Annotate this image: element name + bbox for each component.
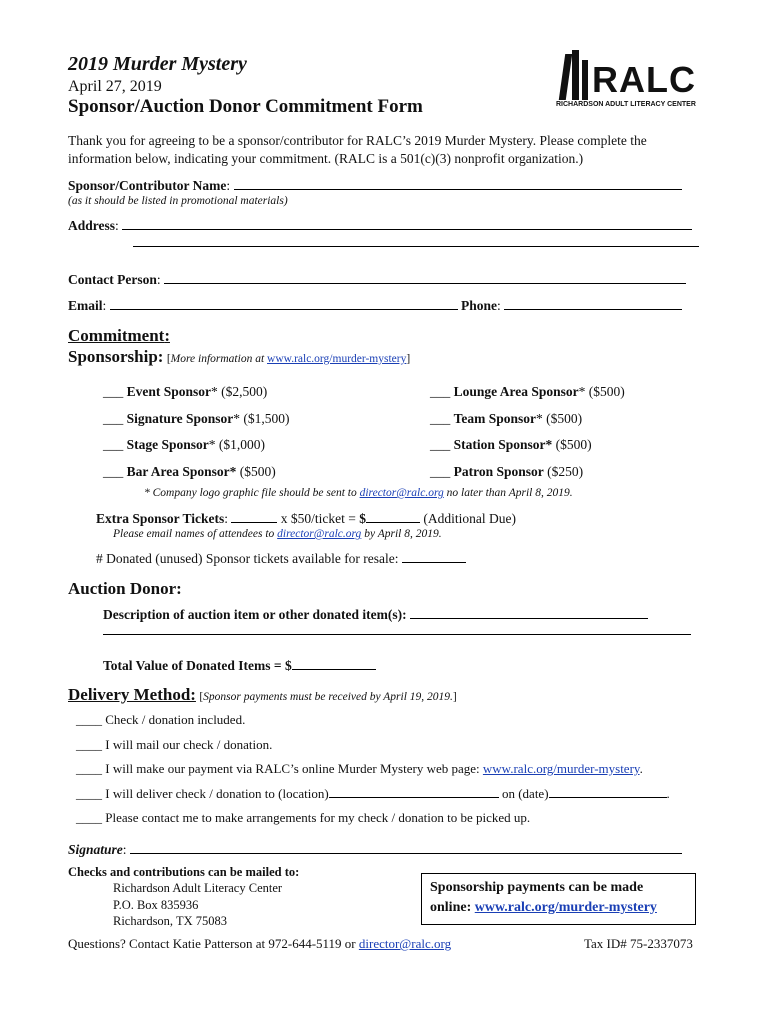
option-team-sponsor[interactable]: ___ Team Sponsor* ($500) xyxy=(430,410,583,426)
auction-description-field-2[interactable] xyxy=(103,634,691,635)
extra-tickets-row: Extra Sponsor Tickets: x $50/ticket = $ (Additional Due) xyxy=(96,511,517,526)
mail-address: Richardson Adult Literacy Center P.O. Box 835936 Richardson, TX 75083 xyxy=(113,881,283,928)
email-field[interactable] xyxy=(110,297,458,310)
more-info-link[interactable]: www.ralc.org/murder-mystery xyxy=(267,353,407,365)
address-field-1[interactable] xyxy=(122,217,692,230)
sponsor-name-field[interactable] xyxy=(234,177,682,190)
delivery-option-mail[interactable]: ____ I will mail our check / donation. xyxy=(76,736,273,752)
phone-field[interactable] xyxy=(504,297,682,310)
donated-tickets-row: # Donated (unused) Sponsor tickets available for resale: xyxy=(96,550,466,567)
option-patron-sponsor[interactable]: ___ Patron Sponsor ($250) xyxy=(430,463,584,479)
delivery-heading: Delivery Method: xyxy=(68,685,196,704)
total-value-label: Total Value of Donated Items = $ xyxy=(103,658,292,673)
option-signature-sponsor[interactable]: ___ Signature Sponsor* ($1,500) xyxy=(103,410,290,426)
delivery-option-check-included[interactable]: ____ Check / donation included. xyxy=(76,712,246,727)
commitment-heading: Commitment: xyxy=(68,326,170,345)
more-info-text: More information at xyxy=(170,353,265,365)
footer-questions: Questions? Contact Katie Patterson at 972-644-5119 or director@ralc.org xyxy=(68,936,452,951)
extra-tickets-note: Please email names of attendees to director@ralc.org by April 8, 2019. xyxy=(113,528,442,540)
auction-heading: Auction Donor: xyxy=(68,579,182,598)
email-label: Email xyxy=(68,298,103,313)
logo-note: * Company logo graphic file should be sent to director@ralc.org no later than April 8, 2019. xyxy=(144,487,573,499)
contact-label: Contact Person xyxy=(68,272,157,287)
delivery-option-pickup[interactable]: ____ Please contact me to make arrangements for my check / donation to be picked up. xyxy=(76,810,531,825)
signature-label: Signature xyxy=(68,842,123,857)
delivery-web-link[interactable]: www.ralc.org/murder-mystery xyxy=(482,761,640,776)
delivery-note: Sponsor payments must be received by April 19, 2019. xyxy=(203,691,453,703)
option-stage-sponsor[interactable]: ___ Stage Sponsor* ($1,000) xyxy=(103,437,266,452)
logo-note-email[interactable]: director@ralc.org xyxy=(359,487,444,499)
total-value-field[interactable] xyxy=(292,657,376,670)
sponsor-options-right xyxy=(430,379,625,485)
option-event-sponsor[interactable]: ___ Event Sponsor* ($2,500) xyxy=(103,384,268,399)
option-bar-area-sponsor[interactable]: ___ Bar Area Sponsor* ($500) xyxy=(103,463,276,479)
extra-tickets-label: Extra Sponsor Tickets xyxy=(96,511,225,526)
signature-field[interactable] xyxy=(130,841,682,854)
event-date: April 27, 2019 xyxy=(68,78,162,95)
donated-tickets-field[interactable] xyxy=(402,550,466,563)
logo-wordmark: RALC xyxy=(592,59,696,100)
contact-field[interactable] xyxy=(164,271,686,284)
extra-tickets-note-email[interactable]: director@ralc.org xyxy=(277,528,362,540)
form-title: Sponsor/Auction Donor Commitment Form xyxy=(68,96,423,117)
tax-id: Tax ID# 75-2337073 xyxy=(584,936,693,951)
ralc-logo xyxy=(556,50,706,110)
delivery-option-online[interactable]: ____ I will make our payment via RALC’s online Murder Mystery web page: www.ralc.org/murder-mystery. xyxy=(76,761,643,776)
sponsor-name-note: (as it should be listed in promotional materials) xyxy=(68,195,288,207)
intro-text: Thank you for agreeing to be a sponsor/contributor for RALC’s 2019 Murder Mystery. Please complete the information below, indicating your commitment. (RALC is a 501(c)(3) nonprofit organization.) xyxy=(68,133,647,166)
option-lounge-area-sponsor[interactable]: ___ Lounge Area Sponsor* ($500) xyxy=(430,384,625,399)
address-field-2[interactable] xyxy=(133,246,699,247)
sponsorship-label: Sponsorship: xyxy=(68,347,164,366)
extra-tickets-qty-field[interactable] xyxy=(231,510,277,523)
phone-label: Phone xyxy=(461,298,498,313)
sponsor-name-label: Sponsor/Contributor Name xyxy=(68,178,227,193)
online-payment-box: Sponsorship payments can be made online: www.ralc.org/murder-mystery xyxy=(421,873,696,925)
auction-description-field[interactable] xyxy=(410,606,648,619)
mail-heading: Checks and contributions can be mailed to: xyxy=(68,865,300,879)
footer-email[interactable]: director@ralc.org xyxy=(358,936,452,951)
delivery-date-field[interactable] xyxy=(549,787,667,798)
auction-description-label: Description of auction item or other donated item(s): xyxy=(103,607,407,622)
delivery-option-deliver[interactable]: ____ I will deliver check / donation to (location) on (date) . xyxy=(76,785,670,801)
sponsor-options-left xyxy=(103,379,290,485)
delivery-location-field[interactable] xyxy=(329,787,499,798)
address-label: Address xyxy=(68,218,116,233)
option-station-sponsor[interactable]: ___ Station Sponsor* ($500) xyxy=(430,437,592,452)
online-payment-link[interactable]: www.ralc.org/murder-mystery xyxy=(474,900,657,915)
logo-subtitle: RICHARDSON ADULT LITERACY CENTER xyxy=(556,101,696,108)
extra-tickets-amount-field[interactable] xyxy=(366,510,420,523)
delivery-options xyxy=(76,708,670,831)
event-title: 2019 Murder Mystery xyxy=(68,53,247,75)
